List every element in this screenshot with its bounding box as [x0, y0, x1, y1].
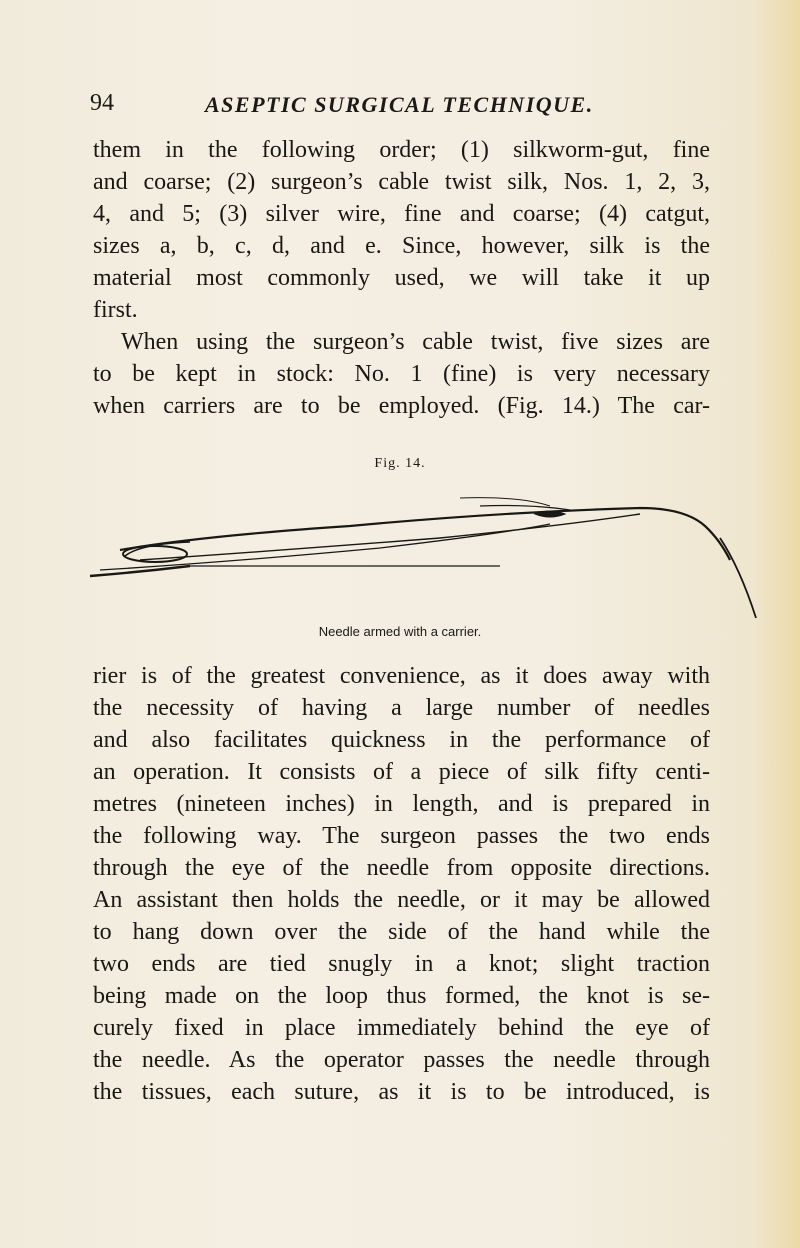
text-line: an operation. It consists of a piece of silk fifty centi- — [93, 759, 710, 785]
text-line: metres (nineteen inches) in length, and is prepared in — [93, 791, 710, 817]
figure-caption: Needle armed with a carrier. — [318, 624, 482, 639]
text-line: and coarse; (2) surgeon’s cable twist silk, Nos. 1, 2, 3, — [93, 169, 710, 195]
text-line: An assistant then holds the needle, or it may be allowed — [93, 887, 710, 913]
text-line: to be kept in stock: No. 1 (fine) is very necessary — [93, 361, 710, 387]
text-line: the tissues, each suture, as it is to be introduced, is — [93, 1079, 710, 1105]
text-line: When using the surgeon’s cable twist, five sizes are — [121, 329, 710, 355]
text-line: curely fixed in place immediately behind the eye of — [93, 1015, 710, 1041]
text-line: 4, and 5; (3) silver wire, fine and coarse; (4) catgut, — [93, 201, 710, 227]
text-line: first. — [93, 297, 138, 323]
running-title: ASEPTIC SURGICAL TECHNIQUE. — [205, 92, 594, 117]
body-text-bottom — [93, 660, 710, 1108]
text-line: and also facilitates quickness in the performance of — [93, 727, 710, 753]
text-line: when carriers are to be employed. (Fig. 14.) The car- — [93, 393, 710, 419]
needle-shaft — [120, 508, 730, 560]
text-line: sizes a, b, c, d, and e. Since, however, silk is the — [93, 233, 710, 259]
text-line: rier is of the greatest convenience, as it does away with — [93, 663, 710, 689]
thread-strand — [460, 498, 550, 506]
body-text-top — [93, 134, 710, 422]
text-line: through the eye of the needle from opposite directions. — [93, 855, 710, 881]
text-line: the needle. As the operator passes the needle through — [93, 1047, 710, 1073]
page-number: 94 — [90, 90, 114, 116]
text-line: being made on the loop thus formed, the knot is se- — [93, 983, 710, 1009]
text-line: the following way. The surgeon passes the two ends — [93, 823, 710, 849]
thread-strand — [480, 506, 570, 511]
text-line: the necessity of having a large number of needles — [93, 695, 710, 721]
needle-with-carrier-illustration — [80, 478, 760, 618]
text-line: material most commonly used, we will take it up — [93, 265, 710, 291]
text-line: them in the following order; (1) silkworm-gut, fine — [93, 137, 710, 163]
figure-label: Fig. 14. — [374, 456, 426, 471]
text-line: two ends are tied snugly in a knot; slight traction — [93, 951, 710, 977]
text-line: to hang down over the side of the hand while the — [93, 919, 710, 945]
